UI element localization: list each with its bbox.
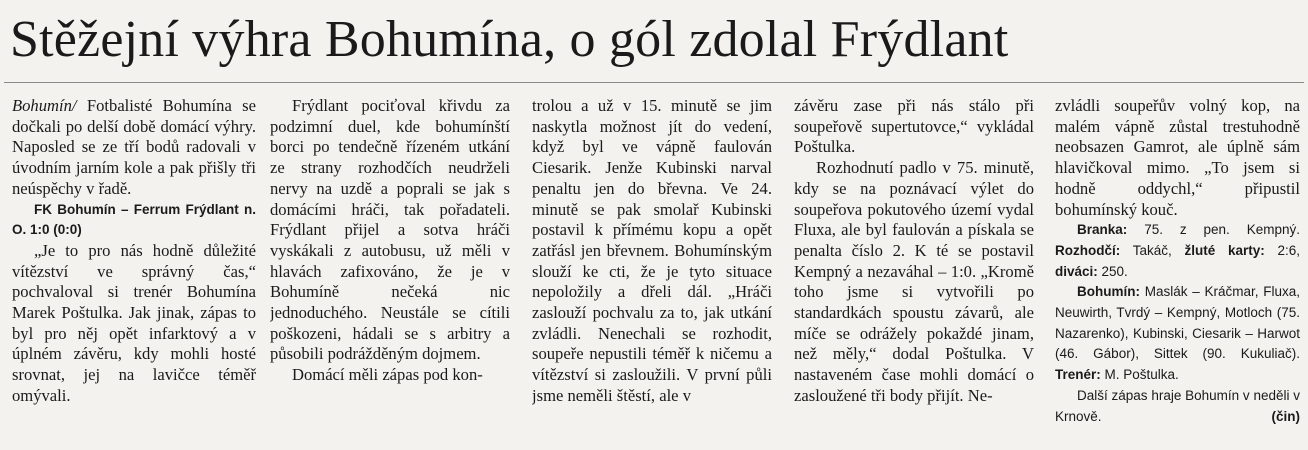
headline-rule [4,82,1304,83]
lead-text: Fotbalisté Bohumína se dočkali po delší době domácí výhry. Naposled se ze tří bodů radovali v úvodním jarním kole a pak přišly tři neúspěchy v řadě. [12,96,256,198]
paragraph: Domácí měli zápas pod kon- [292,365,483,385]
article-column-1 [12,96,256,446]
next-match-text: Další zápas hraje Bohumín v neděli v Krnově. [1055,387,1300,424]
referee-label: Rozhodčí: [1055,242,1121,258]
paragraph: Rozhodnutí padlo v 75. minutě, kdy se na poznávací výlet do soupeřova pokutového území vydal Fluxa, ale byl faulován a pískala se penalta číslo 2. K té se postavil Kempný a nezaváhal – 1:0. „Kromě toho jsme si vytvořili po standardkách spoustu závarů, ale míče se odrážely pokaždé jinam, než měly,“ dodal Poštulka. V nastaveném čase mohli domácí o zasloužené tři body přijít. Ne- [794,158,1034,405]
paragraph: Frýdlant pociťoval křivdu za podzimní duel, kde bohumínští borci po tendečně řízeném utkání ze strany rozhodčích neudrželi nervy na uzdě a poprali se jak s domácími hráči, tak pořadateli. Frýdlant přijel a sotva hráči vyskákali z autobusu, už měli v hlavách zafixováno, že je v Bohumíně nečeká nic jednoduchého. Neustále se cítili poškozeni, hádali se s arbitry a působili podrážděným dojmem. [270,96,510,364]
paragraph: „Je to pro nás hodně důležité vítězství ve správný čas,“ pochvaloval si trenér Bohumína Marek Poštulka. Jak jinak, zápas to byl pro něj opět infarktový a v úplném závěru, kdy mohli hosté srovnat, jej na lavičce téměř omývali. [12,240,256,405]
cards-label: žluté karty: [1184,242,1265,258]
attendance-text: 250. [1097,263,1128,279]
lineup [1055,282,1300,386]
next-match [1055,386,1300,427]
article-column-5 [1055,96,1300,446]
goal-label: Branka: [1077,222,1128,238]
cards-text: 2:6, [1264,242,1300,258]
lead-paragraph [12,96,256,200]
paragraph: závěru zase při nás stálo při soupeřově supertutovce,“ vykládal Poštulka. [794,96,1034,157]
dateline-place: Bohumín/ [12,96,77,115]
article-column-3 [532,96,772,446]
referee-text: Takáč, [1120,242,1172,258]
paragraph: trolou a už v 15. minutě se jim naskytla možnost jít do vedení, když byl ve vápně faulován Ciesarik. Jenže Kubinski narval penaltu jen do břevna. Ve 24. minutě se pak smolař Kubinski postavil k přímému kopu a opět zatřásl jen břevnem. Bohumínským slouží ke cti, že je tyto situace nepoložily a dřeli dál. „Hráči zaslouží pochvalu za to, jak utkání zvládli. Nenechali se rozhodit, soupeře nepustili téměř k ničemu a vítězství si zasloužili. V první půli jsme neměli štěstí, ale v [532,96,772,405]
match-stats [1055,220,1300,282]
article-column-2 [270,96,510,446]
coach-name: M. Poštulka. [1100,367,1179,383]
attendance-label: diváci: [1055,263,1098,279]
headline: Stěžejní výhra Bohumína, o gól zdolal Frýdlant [10,11,1009,68]
coach-label: Trenér: [1055,367,1101,383]
paragraph: zvládli soupeřův volný kop, na malém vápně zůstal trestuhodně neobsazen Gamrot, ale úplně sám hlavičkoval mimo. „To jsem si hodně oddychl,“ připustil bohumínský kouč. [1055,96,1300,219]
lineup-players: Maslák – Kráčmar, Fluxa, Neuwirth, Tvrdý – Kempný, Motloch (75. Nazarenko), Kubinski, Ciesarik – Harwot (46. Gábor), Sittek (90. Kukuliač). [1055,284,1300,362]
team-label: Bohumín: [1077,284,1140,300]
goal-text: 75. z pen. Kempný. [1127,222,1300,238]
author-signoff: (čin) [1271,408,1300,424]
article-column-4 [794,96,1034,446]
match-header: FK Bohumín – Ferrum Frýdlant n. O. 1:0 (0:0) [12,201,256,238]
